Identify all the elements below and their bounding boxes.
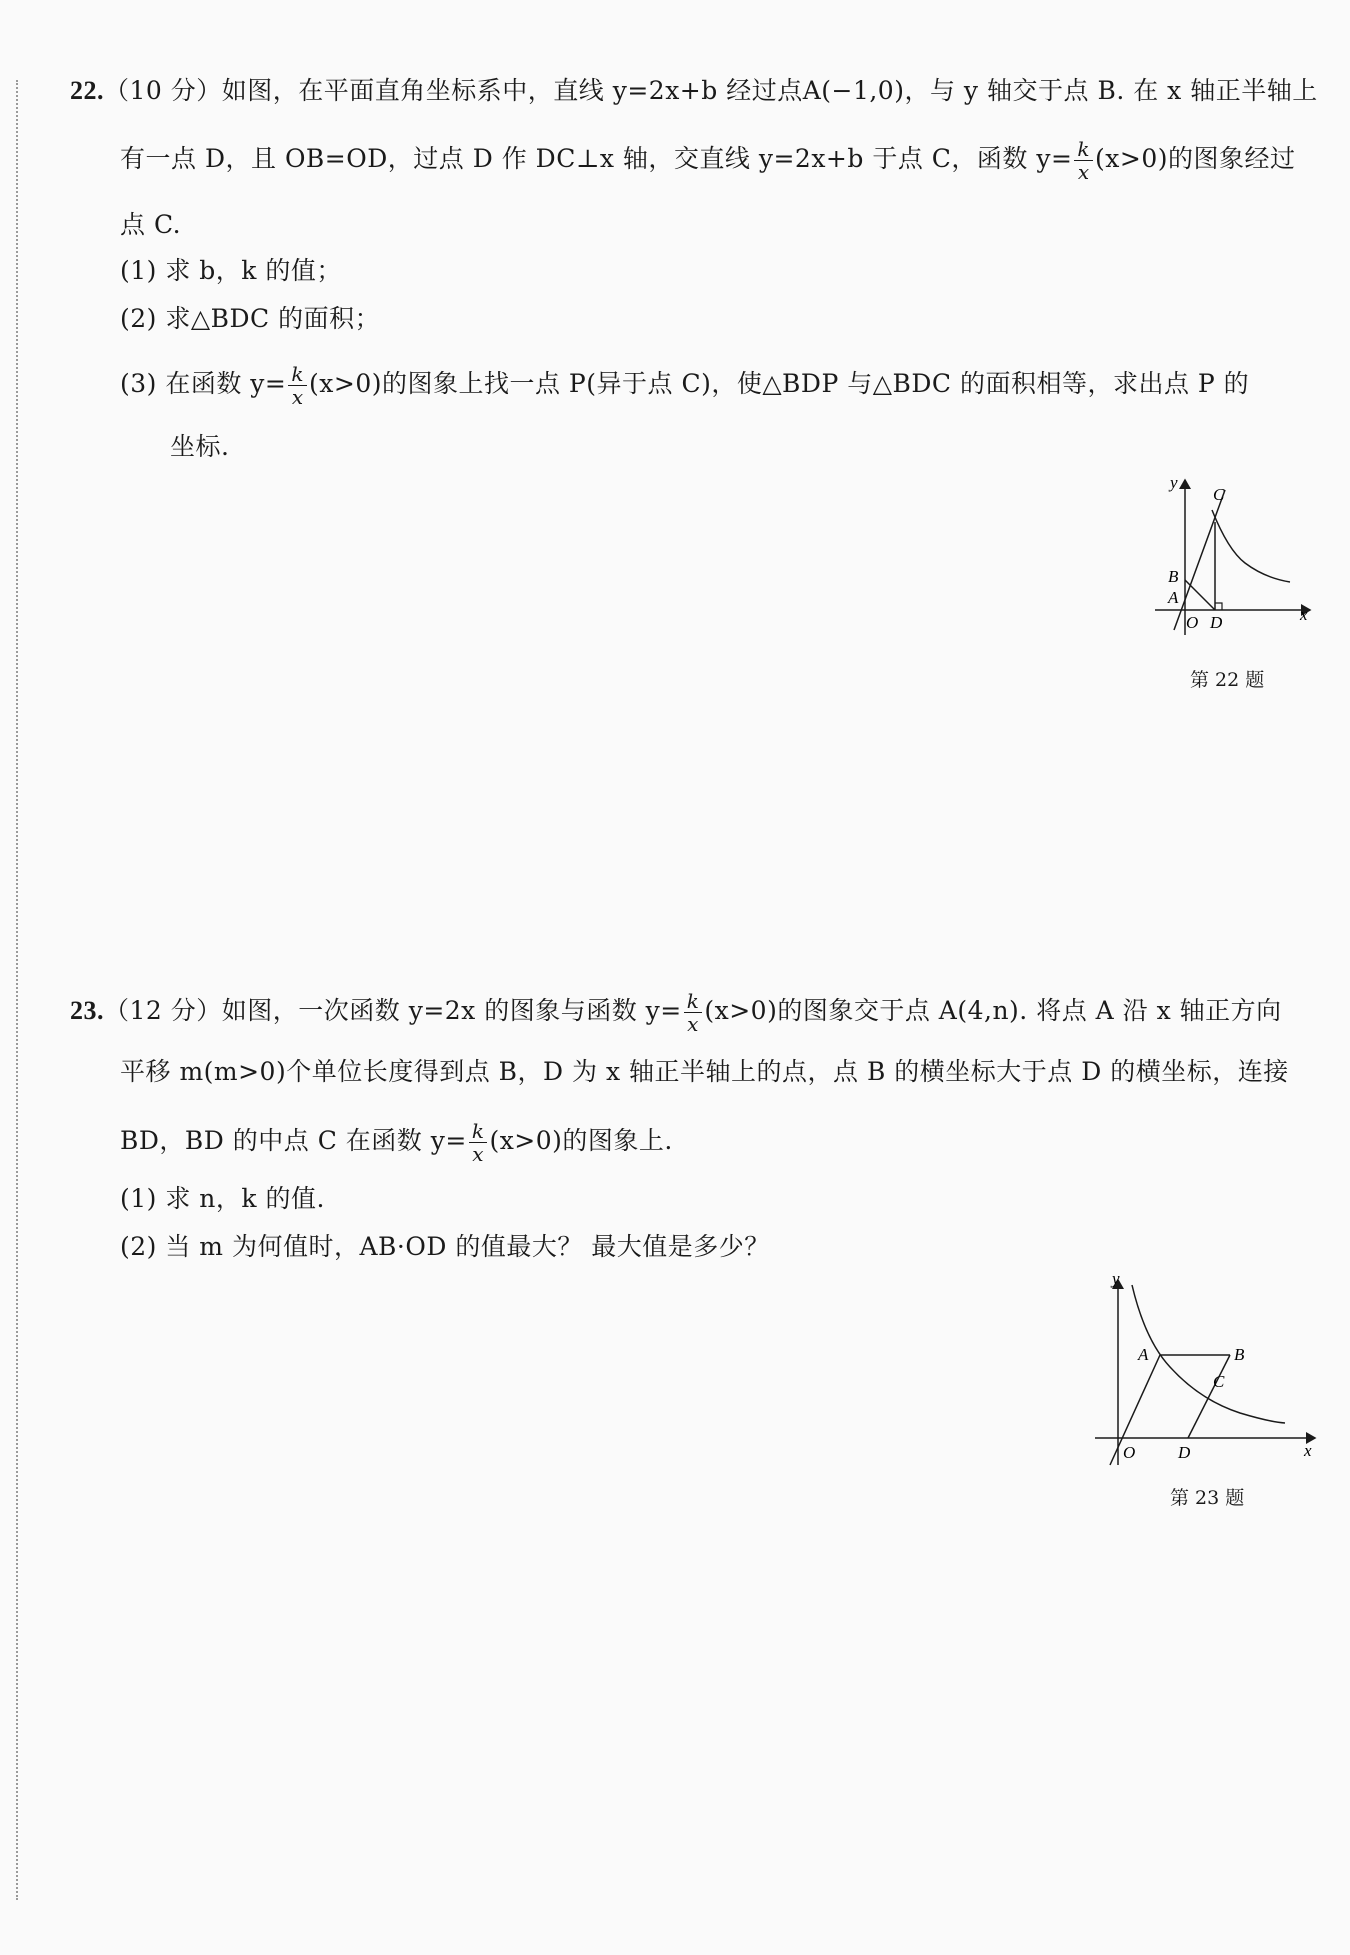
label-d: D	[1178, 1443, 1191, 1462]
q22-line-1: 22.（10 分）如图，在平面直角坐标系中，直线 y=2x+b 经过点A(−1,0)，与 y 轴交于点 B. 在 x 轴正半轴上	[70, 76, 1318, 105]
label-b: B	[1234, 1345, 1245, 1364]
segment-bd	[1188, 1355, 1230, 1438]
label-o: O	[1186, 613, 1199, 632]
label-o: O	[1123, 1443, 1136, 1462]
label-x: x	[1304, 1441, 1312, 1460]
q23-fraction-k-over-x: $\frac{k}{x}$	[684, 990, 703, 1035]
hyperbola	[1132, 1285, 1285, 1423]
q22-line-3: 点 C.	[120, 210, 182, 239]
label-c: C	[1213, 485, 1225, 504]
hyperbola	[1212, 510, 1290, 582]
q23-line-1: 23.（12 分）如图，一次函数 y=2x 的图象与函数 y= $\frac{k}{x}$ (x>0)的图象交于点 A(4,n). 将点 A 沿 x 轴正方向	[70, 989, 1282, 1036]
label-c: C	[1213, 1372, 1225, 1391]
q22-sub3-fraction: $\frac{k}{x}$	[288, 363, 307, 408]
q22-sub-1: (1) 求 b，k 的值；	[120, 256, 342, 285]
label-d: D	[1210, 613, 1223, 632]
segment-bd	[1185, 580, 1215, 610]
label-y: y	[1112, 1270, 1120, 1288]
q23-line-2: 平移 m(m>0)个单位长度得到点 B，D 为 x 轴正半轴上的点，点 B 的横坐标大于点 D 的横坐标，连接	[120, 1057, 1289, 1086]
label-y: y	[1170, 473, 1178, 492]
q22-sub-2: (2) 求△BDC 的面积；	[120, 304, 381, 333]
q23-sub-1: (1) 求 n，k 的值.	[120, 1184, 325, 1213]
q22-number: 22.	[70, 76, 104, 105]
label-a: A	[1168, 588, 1179, 607]
line-y-2x-b	[1174, 490, 1225, 630]
q23-sub-2: (2) 当 m 为何值时，AB·OD 的值最大？ 最大值是多少？	[120, 1232, 770, 1261]
q22-sub-3-cont: 坐标.	[170, 432, 230, 461]
q22-sub-3: (3) 在函数 y= $\frac{k}{x}$ (x>0)的图象上找一点 P(异于点 C)，使△BDP 与△BDC 的面积相等，求出点 P 的	[120, 362, 1250, 409]
label-a: A	[1138, 1345, 1149, 1364]
q23-number: 23.	[70, 996, 104, 1025]
q23-line3-fraction: $\frac{k}{x}$	[469, 1120, 488, 1165]
q22-fraction-k-over-x: $\frac{k}{x}$	[1074, 138, 1093, 183]
label-x: x	[1300, 605, 1308, 624]
q23-line-3: BD，BD 的中点 C 在函数 y= $\frac{k}{x}$ (x>0)的图象上.	[120, 1119, 673, 1166]
right-angle-mark	[1215, 603, 1222, 610]
binding-dotted-line	[16, 80, 18, 1900]
q23-caption: 第 23 题	[1170, 1487, 1245, 1509]
q22-line-2: 有一点 D，且 OB=OD，过点 D 作 DC⊥x 轴，交直线 y=2x+b 于点 C，函数 y= $\frac{k}{x}$ (x>0)的图象经过	[120, 137, 1296, 184]
q22-caption: 第 22 题	[1190, 669, 1265, 691]
label-b: B	[1168, 567, 1179, 586]
q22-figure	[1150, 470, 1320, 650]
q23-figure	[1090, 1270, 1320, 1470]
